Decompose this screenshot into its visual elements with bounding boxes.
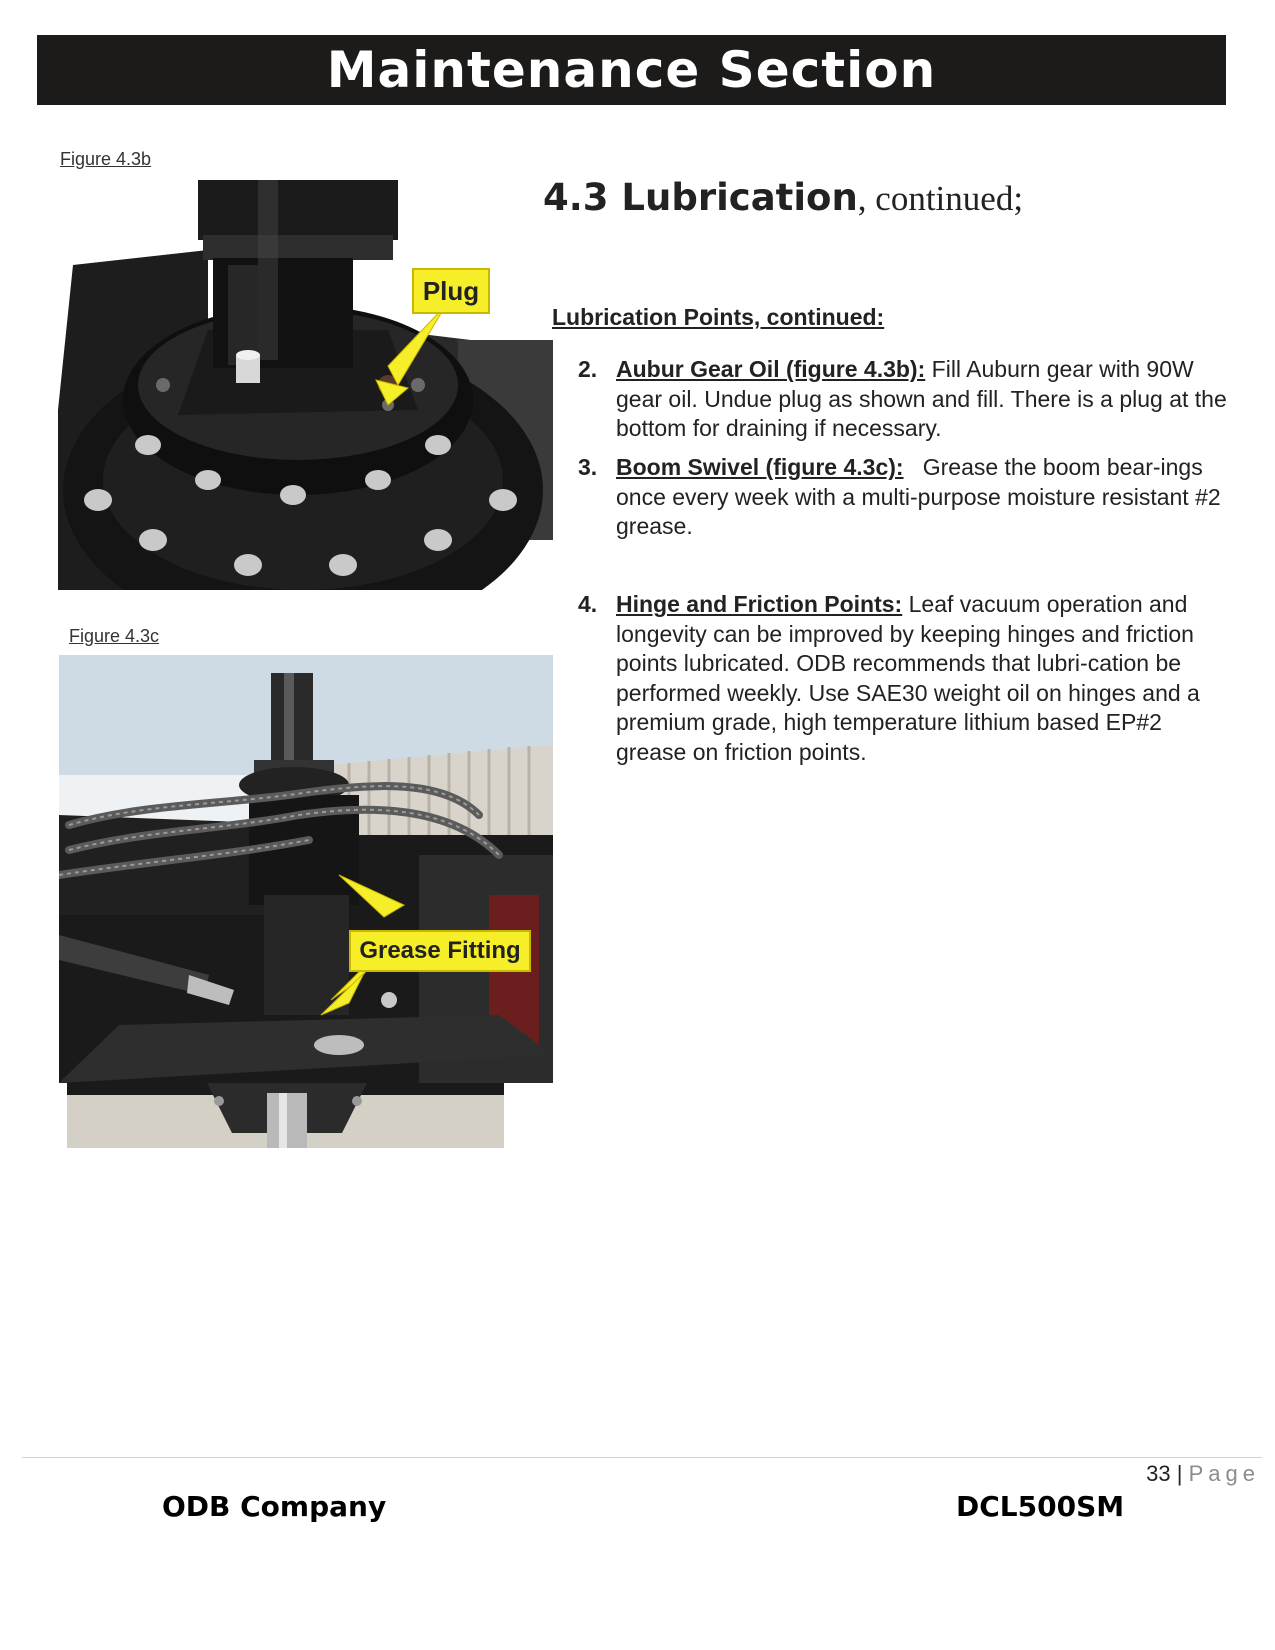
auburn-gear-illustration xyxy=(58,180,553,590)
item-text: Grease the boom bear-ings once every week with a multi-purpose moisture resistant #2 grease. xyxy=(616,454,1228,539)
footer-divider xyxy=(22,1457,1262,1458)
header-title: Maintenance Section xyxy=(326,41,937,99)
item-body xyxy=(616,590,1238,767)
item-label: Aubur Gear Oil (figure 4.3b): xyxy=(616,356,926,382)
item-body xyxy=(616,453,1238,542)
footer-company: ODB Company xyxy=(162,1490,387,1523)
item-label: Hinge and Friction Points: xyxy=(616,591,903,617)
item-number: 4. xyxy=(578,591,598,617)
lubrication-item-4 xyxy=(578,590,1238,767)
item-number: 3. xyxy=(578,454,598,480)
plug-callout: Plug xyxy=(412,268,490,314)
page-separator: | xyxy=(1170,1461,1189,1486)
lubrication-item-3 xyxy=(578,453,1238,542)
item-text: Leaf vacuum operation and longevity can be improved by keeping hinges and friction points lubricated. ODB recommends that lubri-cation be performed weekly. Use SAE30 weight oil on hinges and a premium grade, high temperature lithium based EP#2 grease on friction points. xyxy=(616,591,1200,765)
column-base-illustration xyxy=(67,1083,504,1148)
figure-4-3c-photo xyxy=(59,655,553,1083)
figure-4-3b-caption: Figure 4.3b xyxy=(60,149,152,169)
item-label: Boom Swivel (figure 4.3c): xyxy=(616,454,904,480)
cropped-photo-strip xyxy=(67,1083,504,1148)
section-title-continued: , continued; xyxy=(857,179,1024,218)
grease-fitting-callout: Grease Fitting xyxy=(349,930,531,972)
page-number: 33 xyxy=(1146,1461,1171,1486)
item-body xyxy=(616,355,1238,444)
page-word: Page xyxy=(1188,1461,1260,1486)
page-header-bar xyxy=(37,35,1226,105)
figure-4-3b-photo xyxy=(58,180,553,590)
section-title xyxy=(543,176,1023,219)
footer-model: DCL500SM xyxy=(956,1490,1125,1523)
lubrication-points-subheading: Lubrication Points, continued: xyxy=(552,304,885,330)
item-text: Fill Auburn gear with 90W gear oil. Undue plug as shown and fill. There is a plug at the bottom for draining if necessary. xyxy=(616,356,1227,441)
section-title-bold: 4.3 Lubrication xyxy=(543,176,858,219)
figure-4-3c-caption: Figure 4.3c xyxy=(69,626,160,646)
item-number: 2. xyxy=(578,356,598,382)
boom-swivel-illustration xyxy=(59,655,553,1083)
lubrication-item-2 xyxy=(578,355,1238,444)
page-number-label xyxy=(1146,1461,1260,1487)
